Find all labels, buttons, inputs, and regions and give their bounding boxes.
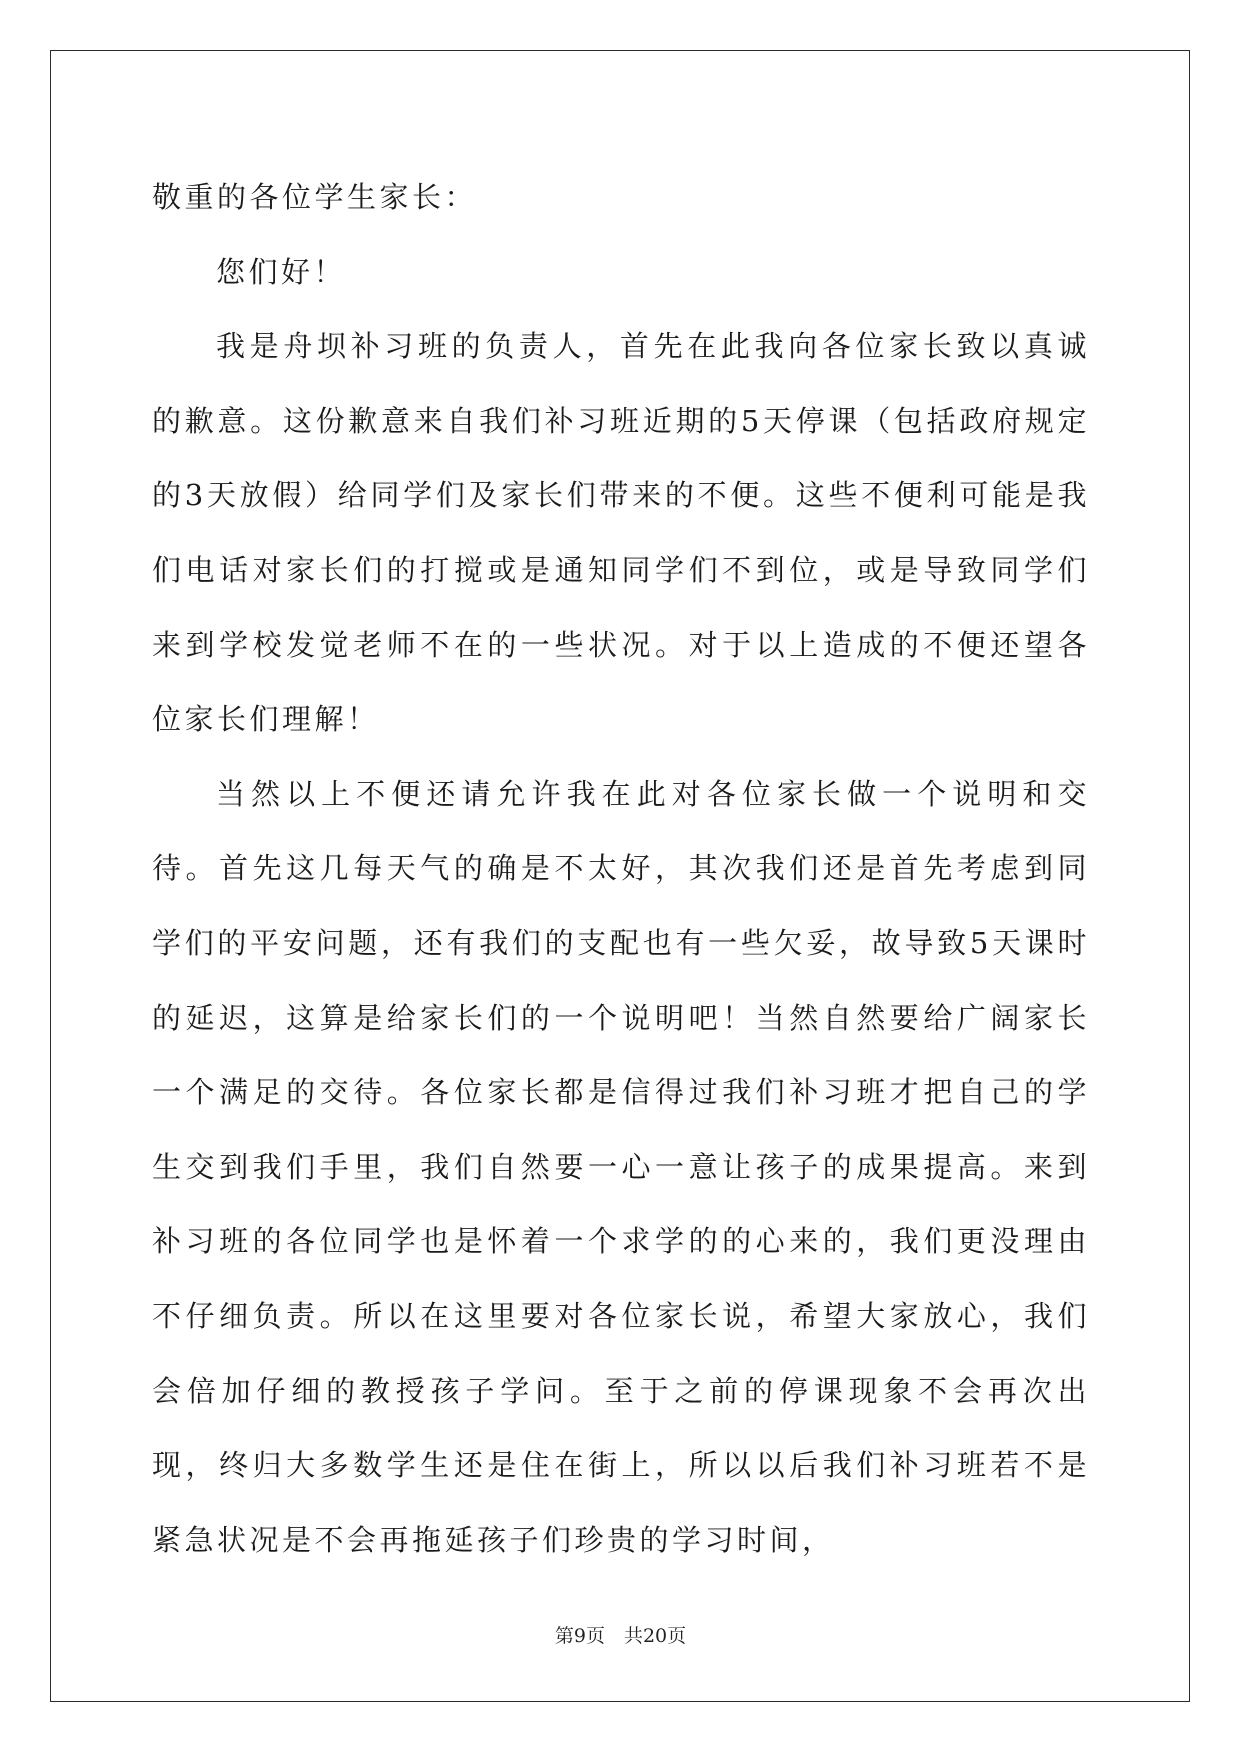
paragraph-apology: 我是舟坝补习班的负责人，首先在此我向各位家长致以真诚的歉意。这份歉意来自我们补习班近期的5天停课（包括政府规定的3天放假）给同学们及家长们带来的不便。这些不便利可能是我们电话对家长们的打搅或是通知同学们不到位，或是导致同学们来到学校发觉老师不在的一些状况。对于以上造成的不便还望各位家长们理解！ [152,329,1090,737]
page-number: 第9页 共20页 [554,1625,687,1647]
paragraph-explanation: 当然以上不便还请允许我在此对各位家长做一个说明和交待。首先这几每天气的确是不太好，其次我们还是首先考虑到同学们的平安问题，还有我们的支配也有一些欠妥，故导致5天课时的延迟，这算是给家长们的一个说明吧！当然自然要给广阔家长一个满足的交待。各位家长都是信得过我们补习班才把自己的学生交到我们手里，我们自然要一心一意让孩子的成果提高。来到补习班的各位同学也是怀着一个求学的的心来的，我们更没理由不仔细负责。所以在这里要对各位家长说，希望大家放心，我们会倍加仔细的教授孩子学问。至于之前的停课现象不会再次出现，终归大多数学生还是住在街上，所以以后我们补习班若不是紧急状况是不会再拖延孩子们珍贵的学习时间， [152,776,1090,1557]
paragraph-greeting: 您们好！ [216,254,347,289]
document-body [152,160,1090,1577]
salutation: 敬重的各位学生家长： [152,180,478,214]
